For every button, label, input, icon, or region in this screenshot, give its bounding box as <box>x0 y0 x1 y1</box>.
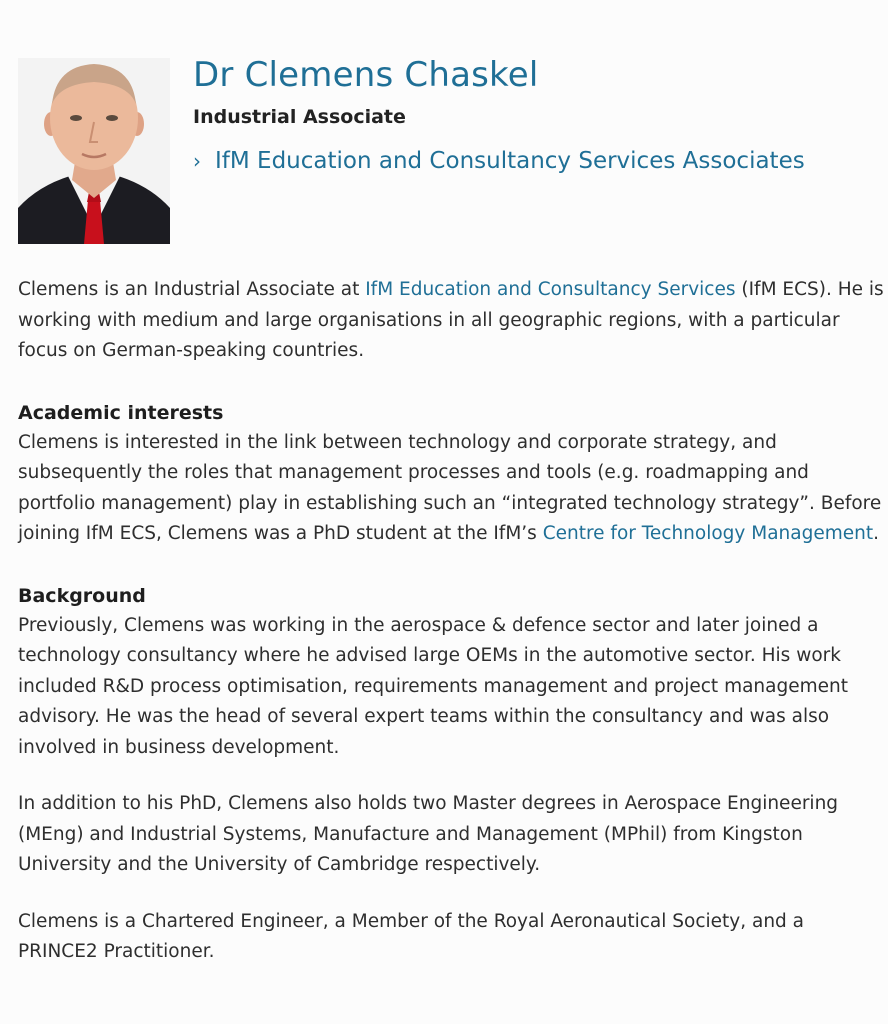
academic-text-start: Clemens is interested in the link between technology and corporate strategy, and subsequently the roles that management processes and tools (e.g. roadmapping and portfolio management) play in establishing such an “integrated technology strategy”. Before joining IfM ECS, Clemens was a PhD student at the IfM’s <box>18 431 882 544</box>
academic-interests-paragraph <box>18 428 884 550</box>
intro-paragraph <box>18 275 884 367</box>
background-heading: Background <box>18 584 146 607</box>
profile-body <box>18 275 884 968</box>
group-link[interactable] <box>193 146 873 176</box>
profile-name: Dr Clemens Chaskel <box>193 55 539 95</box>
portrait-image <box>18 58 170 244</box>
ctm-link[interactable]: Centre for Technology Management <box>542 523 874 544</box>
intro-text-start: Clemens is an Industrial Associate at <box>18 279 366 300</box>
chevron-right-icon: › <box>193 149 201 173</box>
background-paragraph-1: Previously, Clemens was working in the aerospace & defence sector and later joined a technology consultancy where he advised large OEMs in the automotive sector. His work included R&D process optimisation, requirements management and project management advisory. He was the head of several expert teams within the consultancy and was also involved in business development. <box>18 614 848 758</box>
academic-text-end: . <box>873 523 880 544</box>
ifm-ecs-link[interactable]: IfM Education and Consultancy Services <box>365 279 736 300</box>
profile-role: Industrial Associate <box>193 106 406 128</box>
intro-text-end: (IfM ECS). He is working with medium and large organisations in all geographic regions, with a particular focus on German-speaking countries. <box>18 279 884 361</box>
group-link-label: IfM Education and Consultancy Services Associates <box>215 148 805 174</box>
profile-photo <box>18 58 170 244</box>
profile-header <box>193 52 873 176</box>
background-paragraph-3: Clemens is a Chartered Engineer, a Member of the Royal Aeronautical Society, and a PRINCE2 Practitioner. <box>18 910 805 962</box>
background-paragraph-2: In addition to his PhD, Clemens also holds two Master degrees in Aerospace Engineering (MEng) and Industrial Systems, Manufacture and Management (MPhil) from Kingston University and the University of Cambridge respectively. <box>18 793 839 875</box>
academic-interests-heading: Academic interests <box>18 401 224 424</box>
